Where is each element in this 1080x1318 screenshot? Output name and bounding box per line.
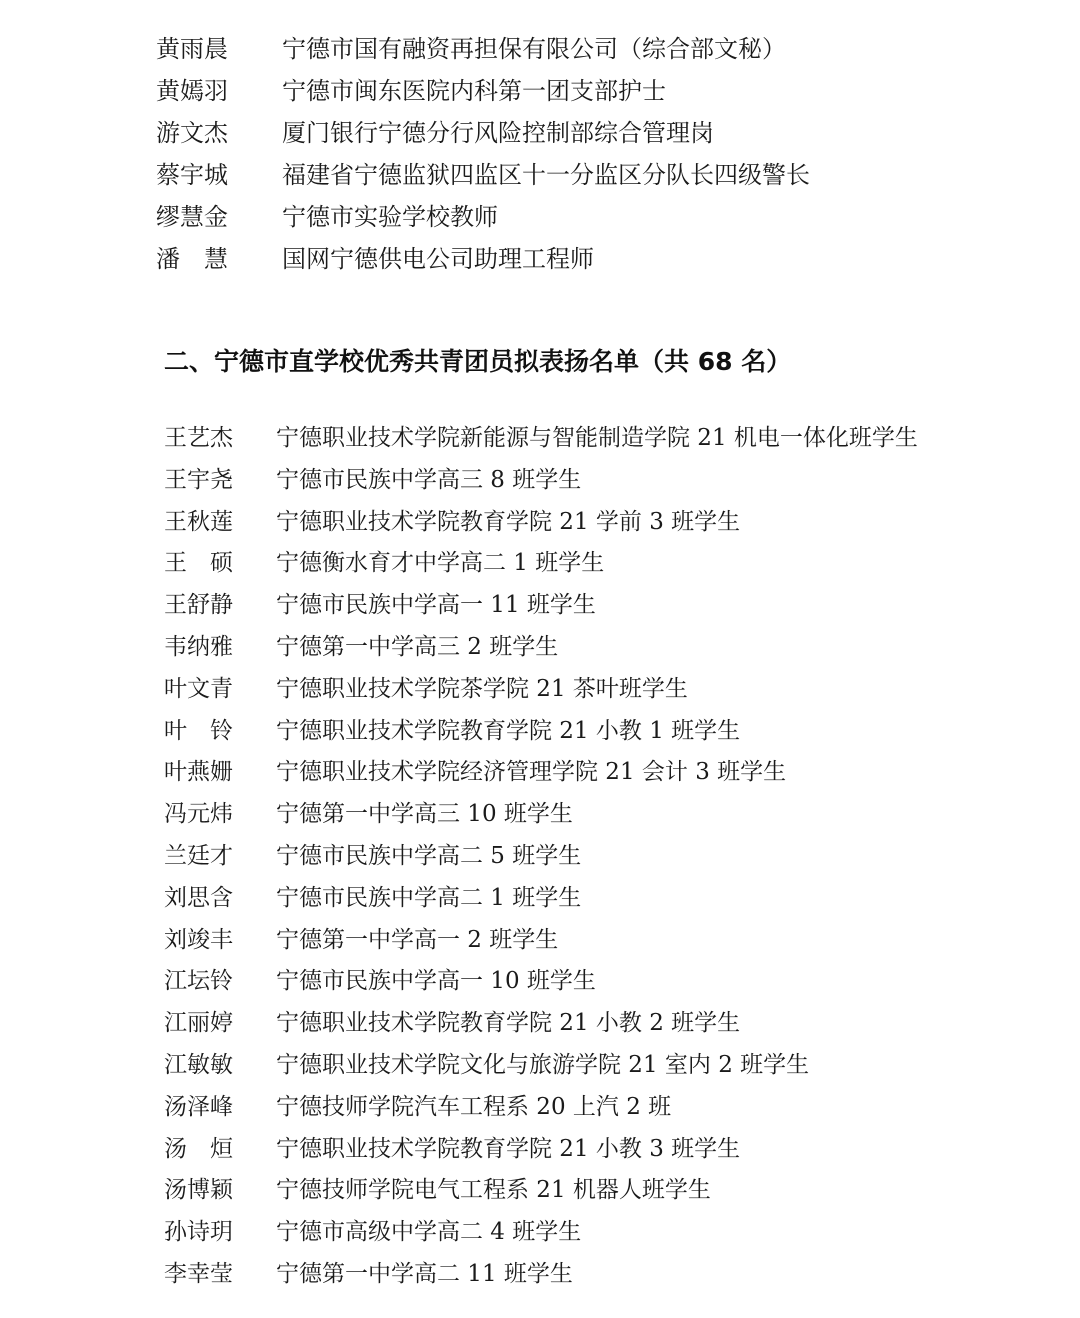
person-unit: 宁德衡水育才中学高二 1 班学生 [276,550,605,577]
list-item [0,1253,1080,1295]
person-name: 王秋莲 [164,508,233,535]
list-item [0,417,1080,459]
person-unit: 福建省宁德监狱四监区十一分监区分队长四级警长 [282,161,810,189]
person-unit: 宁德职业技术学院教育学院 21 小教 1 班学生 [276,717,741,744]
person-name: 刘思含 [164,884,233,911]
person-name: 王舒静 [164,592,233,619]
list-item [0,1086,1080,1128]
list-item [0,960,1080,1002]
person-unit: 宁德市民族中学高一 10 班学生 [276,968,596,995]
person-unit: 宁德职业技术学院教育学院 21 学前 3 班学生 [276,508,741,535]
list-item [0,1211,1080,1253]
person-name: 刘竣丰 [164,926,233,953]
list-item [0,238,1080,280]
person-unit: 宁德技师学院汽车工程系 20 上汽 2 班 [276,1093,672,1120]
list-item [0,835,1080,877]
person-unit: 厦门银行宁德分行风险控制部综合管理岗 [282,119,714,147]
list-item [0,584,1080,626]
person-unit: 宁德职业技术学院教育学院 21 小教 3 班学生 [276,1135,741,1162]
person-name: 江坛铃 [164,968,233,995]
person-name: 冯元炜 [164,801,233,828]
person-unit: 宁德第一中学高三 2 班学生 [276,633,559,660]
person-unit: 宁德第一中学高二 11 班学生 [276,1260,573,1287]
person-unit: 宁德市国有融资再担保有限公司（综合部文秘） [282,35,786,63]
person-name: 汤泽峰 [164,1093,233,1120]
person-name: 缪慧金 [156,203,228,231]
list-item [0,70,1080,112]
list-item [0,154,1080,196]
list-item [0,542,1080,584]
list-item [0,1044,1080,1086]
list-item [0,1128,1080,1170]
person-unit: 国网宁德供电公司助理工程师 [282,245,594,273]
person-name: 叶文青 [164,675,233,702]
person-unit: 宁德市民族中学高三 8 班学生 [276,466,582,493]
person-name: 汤 烜 [164,1135,233,1162]
person-unit: 宁德第一中学高一 2 班学生 [276,926,559,953]
person-name: 王 硕 [164,550,233,577]
list-item [0,877,1080,919]
person-unit: 宁德职业技术学院文化与旅游学院 21 室内 2 班学生 [276,1051,810,1078]
person-name: 黄嫣羽 [156,77,228,105]
person-name: 叶 铃 [164,717,233,744]
list-item [0,626,1080,668]
list-item [0,793,1080,835]
list-item [0,196,1080,238]
person-unit: 宁德市民族中学高一 11 班学生 [276,592,596,619]
person-name: 黄雨晨 [156,35,228,63]
person-name: 蔡宇城 [156,161,228,189]
person-unit: 宁德职业技术学院教育学院 21 小教 2 班学生 [276,1010,741,1037]
top-name-list [0,28,1080,280]
person-name: 王宇尧 [164,466,233,493]
person-name: 李幸莹 [164,1260,233,1287]
person-unit: 宁德市闽东医院内科第一团支部护士 [282,77,666,105]
honoree-list [0,417,1080,1295]
person-name: 王艺杰 [164,425,233,451]
list-item [0,710,1080,752]
list-item [0,112,1080,154]
person-unit: 宁德市高级中学高二 4 班学生 [276,1219,582,1246]
person-name: 孙诗玥 [164,1219,233,1246]
list-item [0,1002,1080,1044]
person-name: 江丽婷 [164,1010,233,1037]
person-unit: 宁德职业技术学院经济管理学院 21 会计 3 班学生 [276,759,787,786]
person-name: 兰廷才 [164,842,233,869]
list-item [0,501,1080,543]
person-unit: 宁德市实验学校教师 [282,203,498,231]
list-item [0,919,1080,961]
list-item [0,459,1080,501]
person-name: 汤博颖 [164,1177,233,1204]
person-unit: 宁德市民族中学高二 5 班学生 [276,842,582,869]
person-unit: 宁德第一中学高三 10 班学生 [276,801,573,828]
person-name: 江敏敏 [164,1051,233,1078]
person-unit: 宁德技师学院电气工程系 21 机器人班学生 [276,1177,711,1204]
person-name: 游文杰 [156,119,228,147]
person-unit: 宁德职业技术学院茶学院 21 茶叶班学生 [276,675,688,702]
section-heading: 二、宁德市直学校优秀共青团员拟表扬名单（共 68 名） [164,347,792,376]
person-unit: 宁德职业技术学院新能源与智能制造学院 21 机电一体化班学生 [276,425,918,451]
list-item [0,1169,1080,1211]
list-item [0,668,1080,710]
list-item [0,751,1080,793]
list-item [0,28,1080,70]
person-unit: 宁德市民族中学高二 1 班学生 [276,884,582,911]
person-name: 韦纳雅 [164,633,233,660]
person-name: 潘 慧 [156,245,228,273]
person-name: 叶燕姗 [164,759,233,786]
